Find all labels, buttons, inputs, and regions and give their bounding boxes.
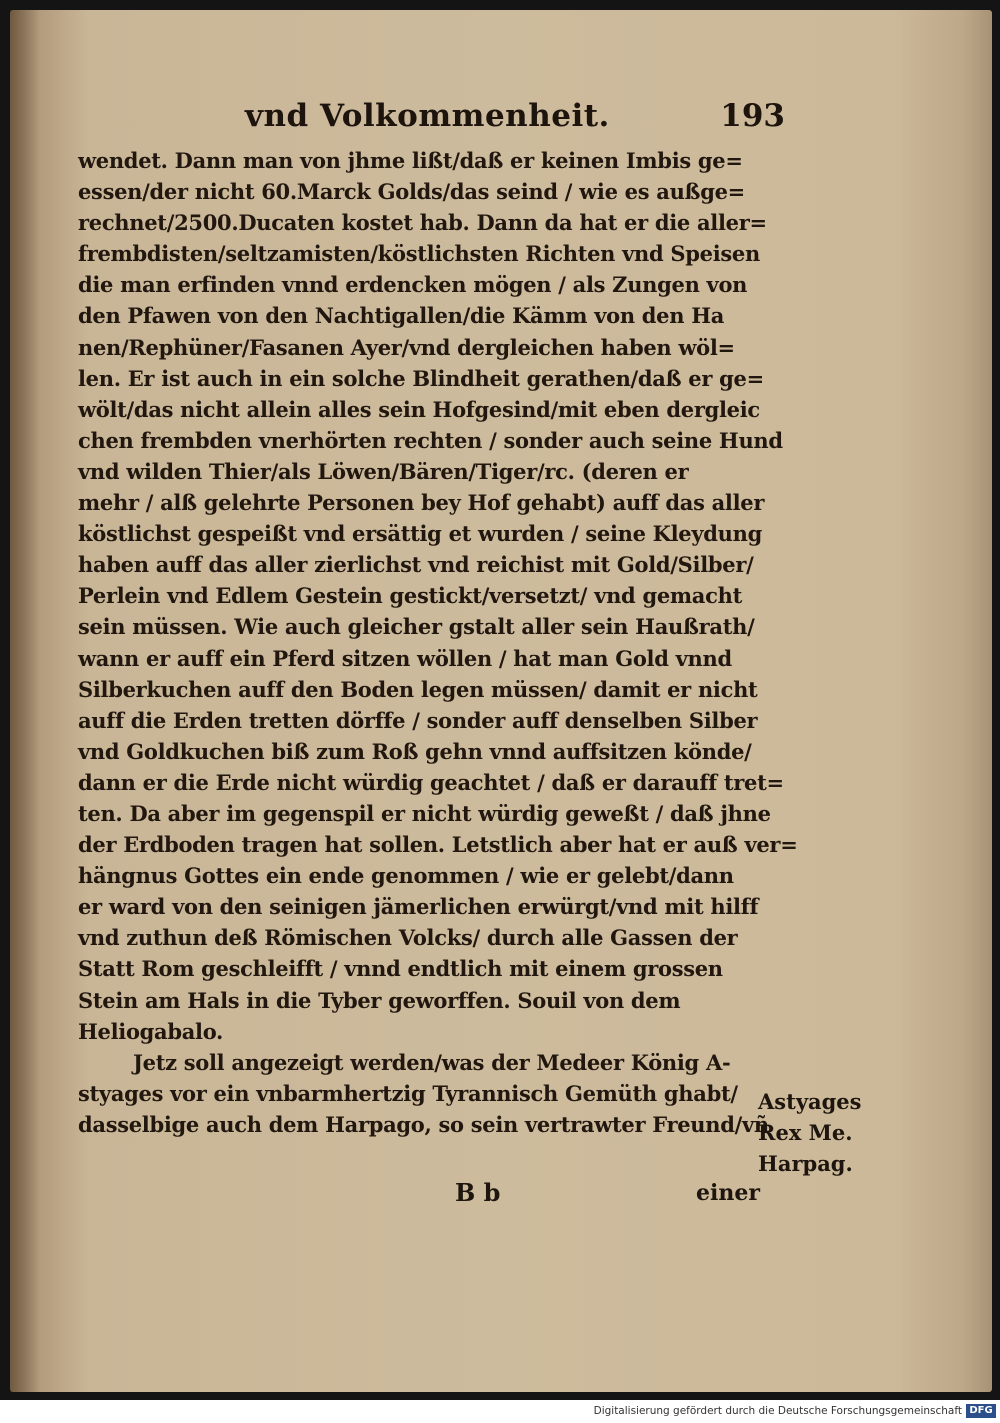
signature-mark: B b [455, 1178, 501, 1207]
text-line: Heliogabalo. [78, 1018, 224, 1044]
text-line: dasselbige auch dem Harpago, so sein vertrawter Freund/vñ [78, 1111, 769, 1137]
text-line: auff die Erden tretten dörffe / sonder auff denselben Silber [78, 707, 758, 733]
text-line: dann er die Erde nicht würdig geachtet / daß er darauff tret= [78, 769, 784, 795]
text-line: len. Er ist auch in ein solche Blindheit gerathen/daß er ge= [78, 365, 764, 391]
text-line: ten. Da aber im gegenspil er nicht würdig geweßt / daß jhne [78, 800, 771, 826]
page-number: 193 [720, 98, 785, 134]
text-line: frembdisten/seltzamisten/köstlichsten Richten vnd Speisen [78, 241, 760, 267]
text-line: Perlein vnd Edlem Gestein gestickt/versetzt/ vnd gemacht [78, 583, 742, 609]
text-line: wendet. Dann man von jhme lißt/daß er keinen Imbis ge= [78, 148, 743, 173]
margin-note: Rex Me. [758, 1120, 853, 1145]
text-line: hängnus Gottes ein ende genommen / wie er gelebt/dann [78, 863, 734, 889]
text-line: chen frembden vnerhörten rechten / sonder auch seine Hund [78, 427, 783, 453]
text-line: nen/Rephüner/Fasanen Ayer/vnd dergleichen haben wöl= [78, 334, 735, 360]
page-header [245, 98, 785, 142]
text-line: Silberkuchen auff den Boden legen müssen/ damit er nicht [78, 676, 758, 702]
body-text [78, 145, 798, 1140]
text-line: wölt/das nicht allein alles sein Hofgesind/mit eben dergleic [78, 396, 760, 422]
dfg-logo: DFG [966, 1404, 996, 1418]
text-line: sein müssen. Wie auch gleicher gstalt aller sein Haußrath/ [78, 614, 755, 640]
text-line: Jetz soll angezeigt werden/was der Medeer König A- [133, 1049, 731, 1075]
text-line: die man erfinden vnnd erdencken mögen / als Zungen von [78, 272, 748, 298]
catchword: einer [696, 1180, 760, 1206]
text-line: mehr / alß gelehrte Personen bey Hof gehabt) auff das aller [78, 490, 765, 516]
running-title: vnd Volkommenheit. [245, 98, 610, 134]
text-line: styages vor ein vnbarmhertzig Tyrannisch Gemüth ghabt/ [78, 1080, 738, 1106]
text-line: wann er auff ein Pferd sitzen wöllen / hat man Gold vnnd [78, 645, 732, 671]
footer-bar [0, 1400, 1000, 1423]
text-line: der Erdboden tragen hat sollen. Letstlich aber hat er auß ver= [78, 832, 798, 858]
text-line: er ward von den seinigen jämerlichen erwürgt/vnd mit hilff [78, 894, 759, 920]
text-line: haben auff das aller zierlichst vnd reichist mit Gold/Silber/ [78, 552, 754, 578]
marginal-notes [758, 1086, 878, 1179]
text-line: den Pfawen von den Nachtigallen/die Kämm von den Ha [78, 303, 725, 329]
margin-note: Harpag. [758, 1151, 853, 1176]
text-line: essen/der nicht 60.Marck Golds/das seind / wie es außge= [78, 179, 745, 205]
page-gutter-shadow [10, 10, 40, 1392]
text-line: rechnet/2500.Ducaten kostet hab. Dann da hat er die aller= [78, 210, 767, 236]
text-line: vnd wilden Thier/als Löwen/Bären/Tiger/rc. (deren er [78, 458, 689, 484]
text-line: Statt Rom geschleifft / vnnd endtlich mit einem grossen [78, 956, 723, 982]
margin-note: Astyages [758, 1089, 862, 1114]
text-line: vnd zuthun deß Römischen Volcks/ durch alle Gassen der [78, 925, 738, 951]
funding-credit: Digitalisierung gefördert durch die Deutsche Forschungsgemeinschaft [593, 1405, 962, 1417]
text-line: Stein am Hals in die Tyber geworffen. Souil von dem [78, 987, 681, 1013]
text-line: vnd Goldkuchen biß zum Roß gehn vnnd auffsitzen könde/ [78, 738, 752, 764]
text-line: köstlichst gespeißt vnd ersättig et wurden / seine Kleydung [78, 521, 762, 547]
